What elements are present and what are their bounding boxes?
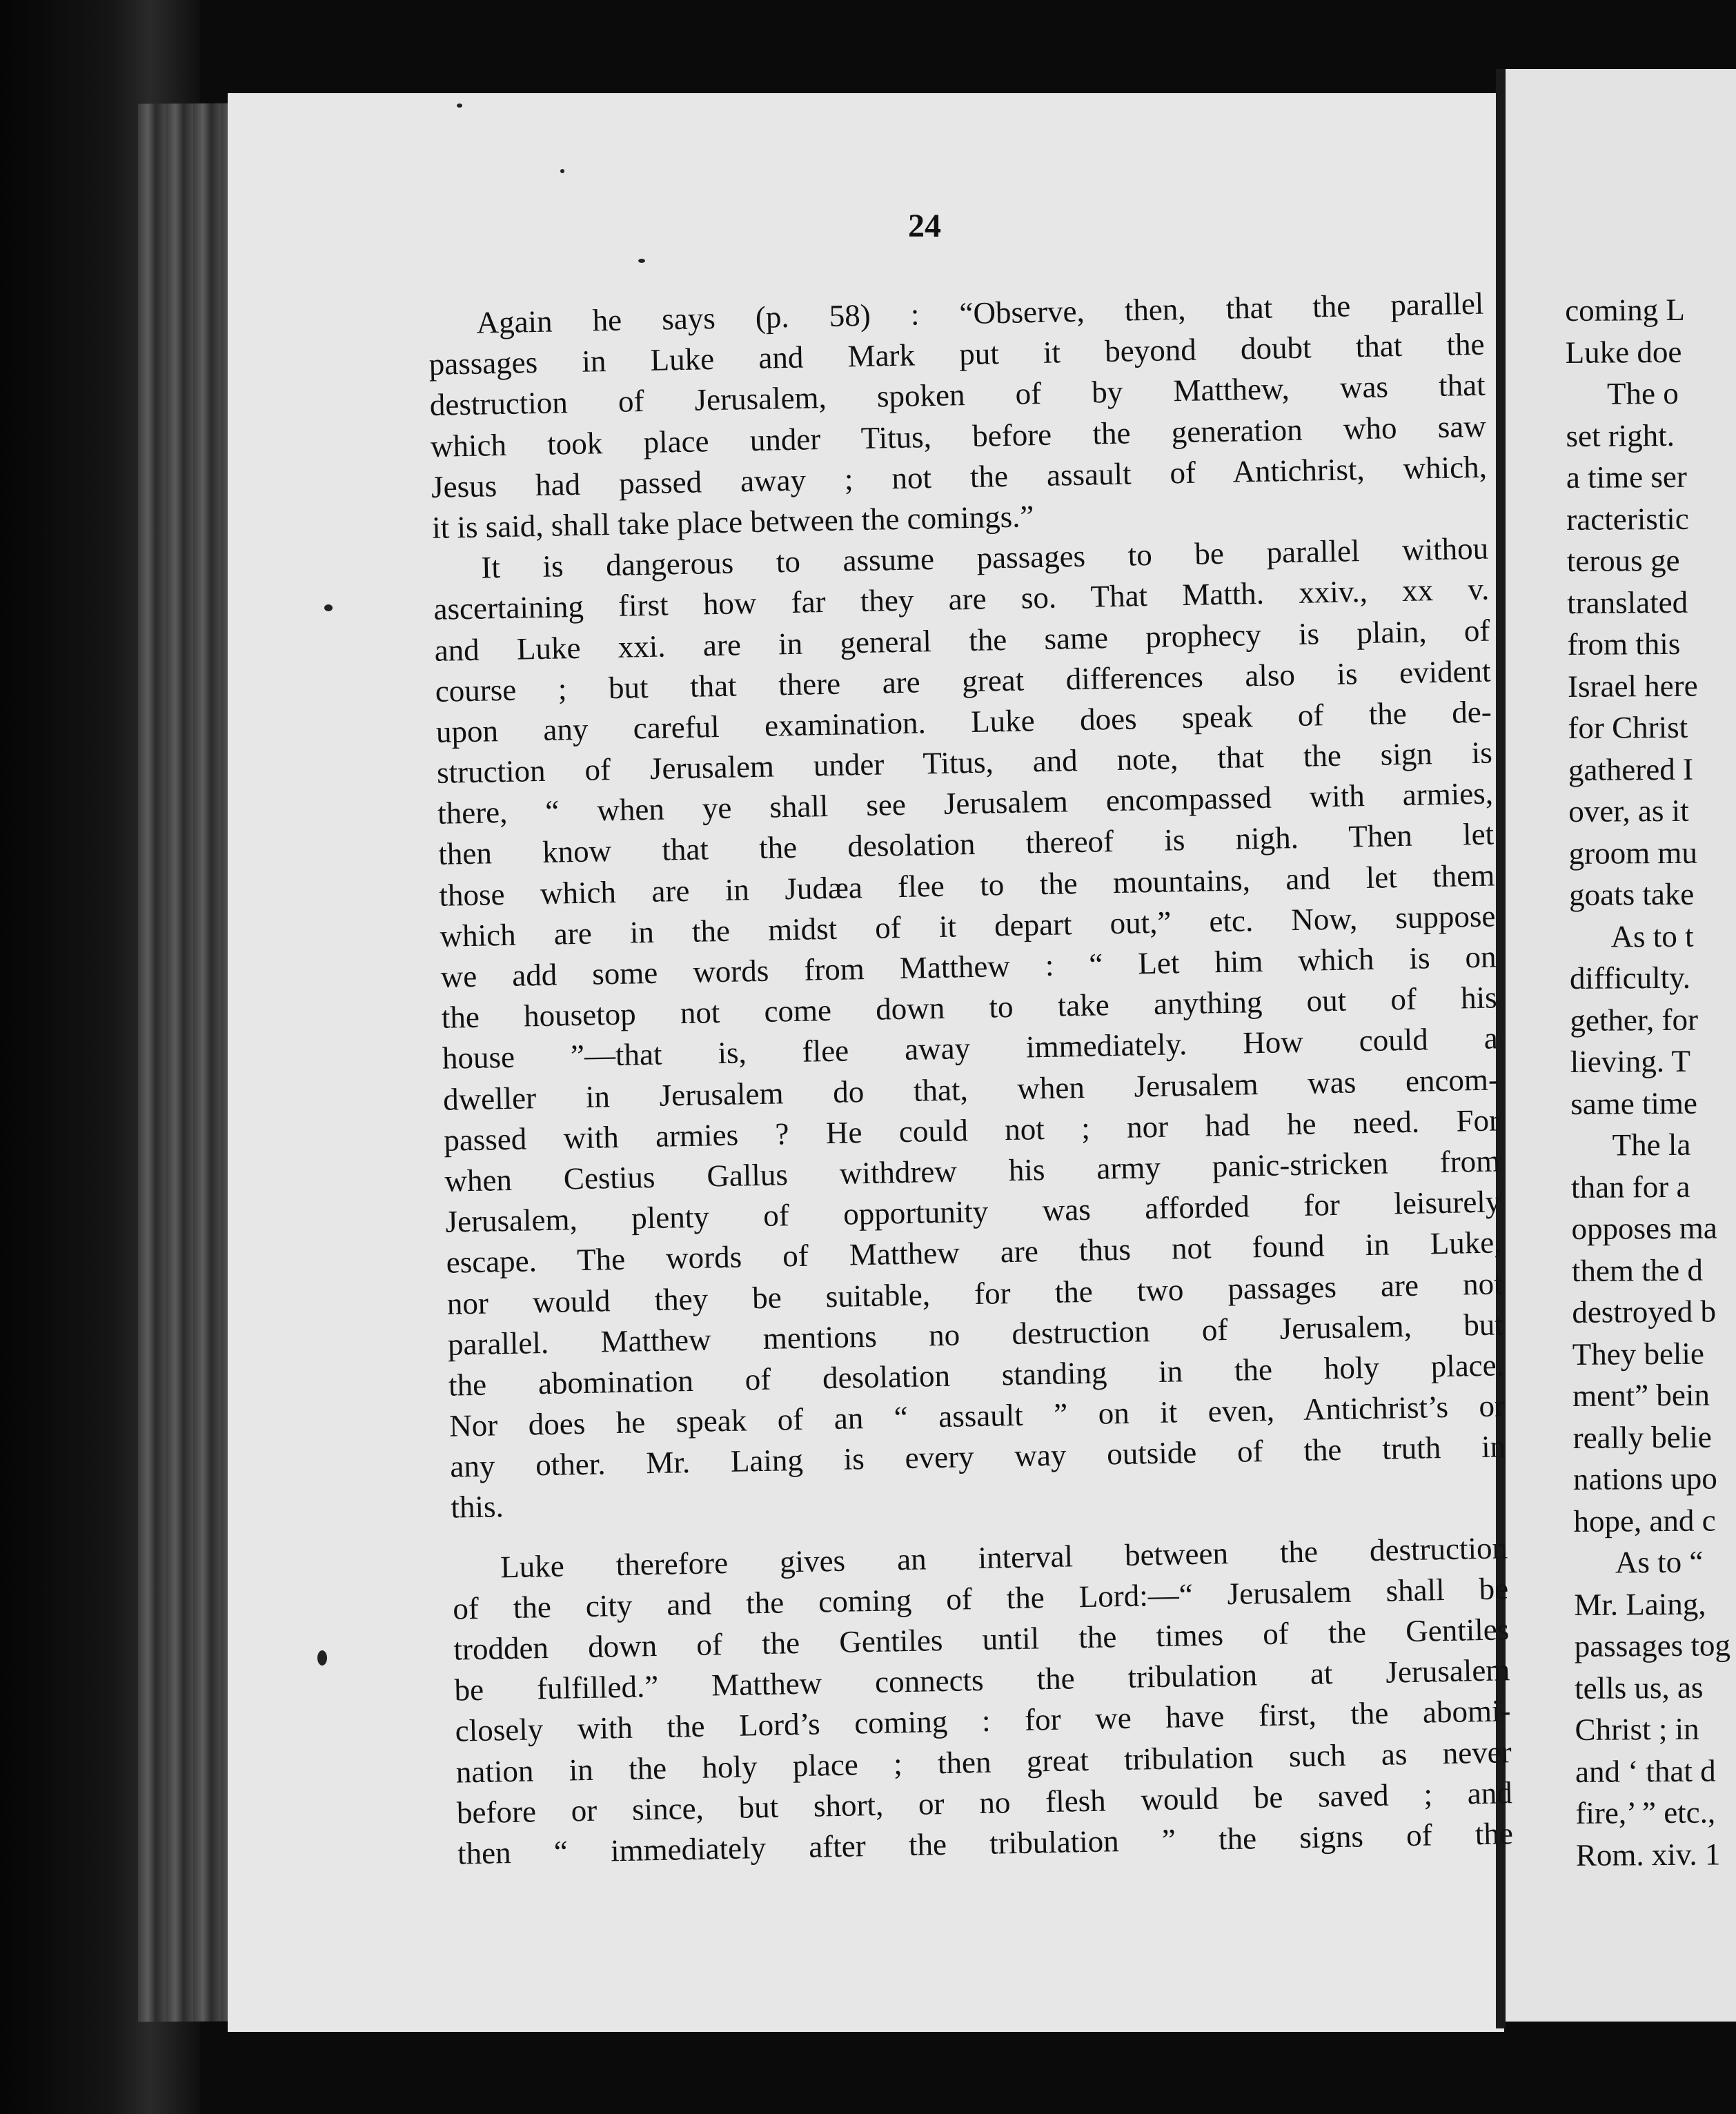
text-line: coming L bbox=[1565, 292, 1686, 328]
text-line: struction of Jerusalem under Titus, and note, that the sign is bbox=[436, 735, 1493, 790]
book-binding bbox=[138, 103, 235, 2022]
text-line: same time bbox=[1570, 1085, 1698, 1121]
text-line: Israel here bbox=[1567, 668, 1698, 704]
text-line: Luke doe bbox=[1565, 334, 1682, 370]
text-line: destruction of Jerusalem, spoken of by Matthew, was that bbox=[429, 367, 1486, 423]
text-line: of the city and the coming of the Lord:—“ Jerusalem shall be bbox=[452, 1571, 1509, 1626]
text-line: then know that the desolation thereof is nigh. Then let bbox=[437, 816, 1495, 872]
text-line: dweller in Jerusalem do that, when Jerusalem was encom- bbox=[442, 1061, 1499, 1117]
text-line: the abomination of desolation standing in the holy place. bbox=[448, 1347, 1505, 1403]
text-line: there, “ when ye shall see Jerusalem encompassed with armies, bbox=[437, 776, 1494, 831]
left-page-text bbox=[428, 284, 1513, 1875]
text-line: for Christ bbox=[1568, 709, 1688, 745]
text-line: when Cestius Gallus withdrew his army panic-stricken from bbox=[444, 1143, 1501, 1198]
text-line: ascertaining first how far they are so. That Matth. xxiv., xx v. bbox=[433, 571, 1490, 627]
text-line: lieving. T bbox=[1570, 1043, 1691, 1079]
text-line: tells us, as bbox=[1574, 1670, 1704, 1706]
text-line: As to “ bbox=[1615, 1544, 1704, 1580]
text-line: translated bbox=[1566, 584, 1688, 620]
text-line: and Luke xxi. are in general the same prophecy is plain, of bbox=[434, 613, 1490, 668]
text-line: difficulty. bbox=[1569, 960, 1691, 996]
text-line: It is dangerous to assume passages to be parallel withou bbox=[480, 531, 1489, 585]
text-line: The la bbox=[1612, 1127, 1691, 1163]
scan-speck bbox=[457, 103, 462, 108]
text-line: destroyed b bbox=[1572, 1294, 1717, 1330]
text-line: really belie bbox=[1572, 1419, 1712, 1455]
text-line: over, as it bbox=[1568, 793, 1689, 829]
text-line: Jerusalem, plenty of opportunity was afforded for leisurely bbox=[445, 1184, 1501, 1239]
text-line: groom mu bbox=[1568, 835, 1698, 871]
text-line: gether, for bbox=[1570, 1002, 1699, 1038]
scan-speck bbox=[638, 259, 645, 263]
text-line: from this bbox=[1567, 626, 1681, 662]
right-page-text bbox=[1565, 288, 1736, 1876]
text-line: gathered I bbox=[1568, 751, 1694, 787]
text-line: opposes ma bbox=[1571, 1210, 1717, 1246]
scan-speck bbox=[317, 1650, 327, 1666]
text-line: which took place under Titus, before the generation who saw bbox=[430, 408, 1487, 464]
text-line: than for a bbox=[1570, 1169, 1690, 1205]
text-line: then “ immediately after the tribulation ” the signs of the bbox=[457, 1816, 1514, 1871]
text-line: parallel. Matthew mentions no destruction of Jerusalem, but bbox=[447, 1307, 1504, 1362]
text-line: nation in the holy place ; then great tribulation such as never bbox=[455, 1734, 1512, 1790]
text-line: and ‘ that d bbox=[1575, 1753, 1716, 1789]
text-line: Rom. xiv. 1 bbox=[1575, 1836, 1721, 1873]
text-line: escape. The words of Matthew are thus not found in Luke, bbox=[446, 1225, 1502, 1281]
text-line: passed with armies ? He could not ; nor had he need. For bbox=[443, 1103, 1500, 1158]
text-line: any other. Mr. Laing is every way outside of the truth in bbox=[449, 1429, 1506, 1484]
text-line: be fulfilled.” Matthew connects the tribulation at Jerusalem bbox=[454, 1652, 1510, 1708]
text-line: The o bbox=[1606, 375, 1679, 411]
text-line: Again he says (p. 58) : “Observe, then, that the parallel bbox=[476, 286, 1484, 340]
text-line: closely with the Lord’s coming : for we have first, the abomi- bbox=[455, 1693, 1511, 1748]
text-line: passages in Luke and Mark put it beyond doubt that the bbox=[428, 326, 1485, 382]
page-number: 24 bbox=[908, 208, 941, 244]
text-line: ment” bein bbox=[1572, 1377, 1710, 1413]
text-line: fire,’ ” etc., bbox=[1575, 1795, 1716, 1830]
text-line: As to t bbox=[1610, 918, 1694, 954]
text-line: upon any careful examination. Luke does speak of the de- bbox=[435, 694, 1492, 749]
text-line: we add some words from Matthew : “ Let him which is on bbox=[440, 939, 1497, 994]
text-line: the housetop not come down to take anything out of his bbox=[441, 980, 1498, 1035]
text-line: Jesus had passed away ; not the assault of Antichrist, which, bbox=[431, 449, 1488, 504]
text-line: before or since, but short, or no flesh would be saved ; and bbox=[456, 1775, 1513, 1830]
scan-speck bbox=[324, 604, 333, 611]
text-line: Christ ; in bbox=[1575, 1711, 1699, 1747]
text-line: those which are in Judæa flee to the mountains, and let them bbox=[438, 858, 1495, 913]
text-line: Mr. Laing, bbox=[1574, 1586, 1706, 1622]
text-line: nations upo bbox=[1572, 1461, 1717, 1496]
scan-speck bbox=[560, 169, 564, 173]
text-line: terous ge bbox=[1566, 542, 1680, 578]
text-line: this. bbox=[451, 1489, 504, 1525]
text-line: house ”—that is, flee away immediately. How could a bbox=[442, 1020, 1499, 1076]
text-line: it is said, shall take place between the comings.” bbox=[431, 499, 1034, 545]
text-line: nor would they be suitable, for the two passages are not bbox=[446, 1265, 1503, 1321]
text-line: trodden down of the Gentiles until the times of the Gentiles bbox=[453, 1612, 1510, 1667]
text-line: Nor does he speak of an “ assault ” on it even, Antichrist’s or bbox=[448, 1388, 1506, 1443]
text-line: They belie bbox=[1572, 1336, 1705, 1372]
text-line: them the d bbox=[1571, 1252, 1704, 1288]
text-line: set right. bbox=[1566, 417, 1675, 453]
text-line: Luke therefore gives an interval between the destruction bbox=[500, 1530, 1508, 1584]
text-line: racteristic bbox=[1566, 501, 1689, 537]
text-line: course ; but that there are great differences also is evident bbox=[435, 653, 1491, 709]
text-line: a time ser bbox=[1566, 459, 1688, 495]
text-line: passages tog bbox=[1574, 1628, 1731, 1663]
text-line: hope, and c bbox=[1573, 1503, 1716, 1539]
text-line: goats take bbox=[1568, 876, 1695, 912]
text-line: which are in the midst of it depart out,” etc. Now, suppose bbox=[440, 898, 1496, 954]
